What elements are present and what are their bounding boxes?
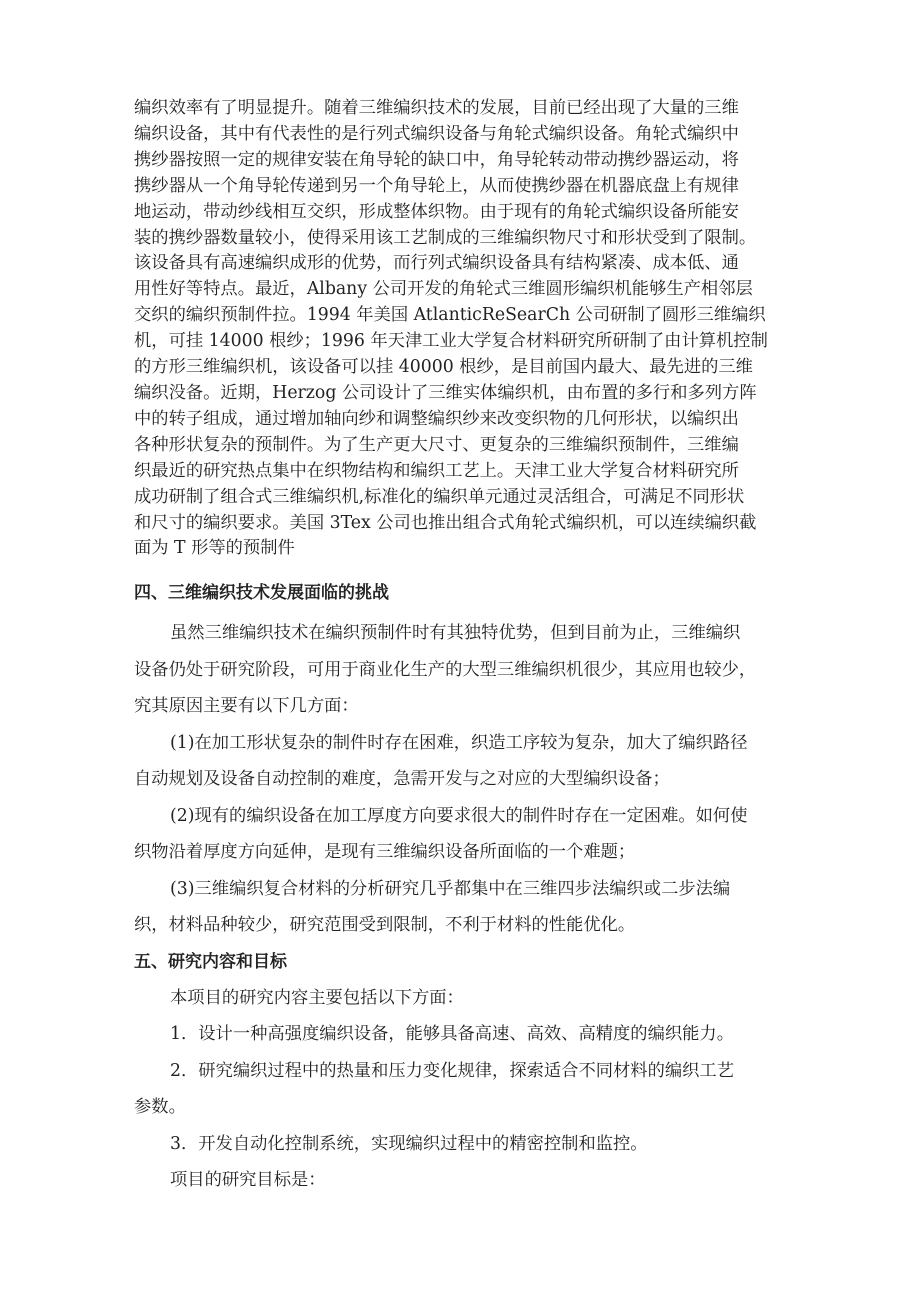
text-line: 各种形状复杂的预制件。为了生产更大尺寸、更复杂的三维编织预制件，三维编 [134, 434, 739, 455]
challenge-item-2 [134, 798, 794, 871]
research-item-3 [134, 1126, 794, 1163]
text-line: 织最近的研究热点集中在织物结构和编织工艺上。天津工业大学复合材料研究所 [134, 460, 739, 481]
text-line: 面为 T 形等的预制件 [134, 538, 295, 559]
text-line: 3．开发自动化控制系统，实现编织过程中的精密控制和监控。 [170, 1133, 648, 1154]
text-line: 的方形三维编织机，该设备可以挂 40000 根纱，是目前国内最大、最先进的三维 [134, 357, 753, 378]
text-line: 和尺寸的编织要求。美国 3Tex 公司也推出组合式角轮式编织机，可以连续编织截 [134, 512, 757, 533]
text-line: 虽然三维编织技术在编织预制件时有其独特优势，但到目前为止，三维编织 [170, 623, 741, 644]
text-line: 编织设备，其中有代表性的是行列式编织设备与角轮式编织设备。角轮式编织中 [134, 123, 739, 144]
challenge-item-1 [134, 725, 794, 798]
research-content-intro [134, 980, 794, 1017]
text-line: 1．设计一种高强度编织设备，能够具备高速、高效、高精度的编织能力。 [170, 1024, 734, 1045]
text-line: 2．研究编织过程中的热量和压力变化规律，探索适合不同材料的编织工艺 [170, 1060, 734, 1081]
text-line: 机，可挂 14000 根纱；1996 年天津工业大学复合材料研究所研制了由计算机控制 [134, 331, 768, 352]
text-line: 设备仍处于研究阶段，可用于商业化生产的大型三维编织机很少，其应用也较少， [134, 659, 757, 680]
text-line: 交织的编织预制件拉。1994 年美国 AtlanticReSearCh 公司研制了圆形三维编织 [134, 305, 766, 326]
research-item-2 [134, 1053, 794, 1126]
challenge-item-3 [134, 871, 794, 944]
text-line: 本项目的研究内容主要包括以下方面： [170, 987, 464, 1008]
document-body [134, 96, 794, 1199]
text-line: (2)现有的编织设备在加工厚度方向要求很大的制件时存在一定困难。如何使 [170, 805, 748, 826]
text-line: 装的携纱器数量较小，使得采用该工艺制成的三维编织物尺寸和形状受到了限制。 [134, 227, 757, 248]
text-line: 成功研制了组合式三维编织机,标准化的编织单元通过灵活组合，可满足不同形状 [134, 486, 745, 507]
intro-paragraph [134, 96, 794, 562]
text-line: 地运动，带动纱线相互交织，形成整体织物。由于现有的角轮式编织设备所能安 [134, 201, 739, 222]
text-line: 织，材料品种较少，研究范围受到限制，不利于材料的性能优化。 [134, 915, 636, 936]
section-4-intro [134, 615, 794, 725]
text-line: 织物沿着厚度方向延伸，是现有三维编织设备所面临的一个难题； [134, 842, 636, 863]
section-4-heading: 四、三维编织技术发展面临的挑战 [134, 583, 389, 604]
text-line: 携纱器按照一定的规律安装在角导轮的缺口中，角导轮转动带动携纱器运动，将 [134, 149, 739, 170]
text-line: 自动规划及设备自动控制的难度，急需开发与之对应的大型编织设备； [134, 769, 670, 790]
text-line: 究其原因主要有以下几方面： [134, 696, 359, 717]
text-line: 中的转子组成，通过增加轴向纱和调整编织纱来改变织物的几何形状，以编织出 [134, 408, 739, 429]
text-line: (3)三维编织复合材料的分析研究几乎都集中在三维四步法编织或二步法编 [170, 878, 731, 899]
text-line: 参数。 [134, 1097, 186, 1118]
research-goal-intro [134, 1162, 794, 1199]
text-line: (1)在加工形状复杂的制件时存在困难，织造工序较为复杂，加大了编织路径 [170, 732, 748, 753]
text-line: 编织没备。近期，Herzog 公司设计了三维实体编织机，由布置的多行和多列方阵 [134, 382, 757, 403]
text-line: 编织效率有了明显提升。随着三维编织技术的发展，目前已经出现了大量的三维 [134, 98, 739, 118]
section-5-heading: 五、研究内容和目标 [134, 951, 287, 972]
text-line: 该设备具有高速编织成形的优势，而行列式编织设备具有结构紧凑、成本低、通 [134, 253, 739, 274]
text-line: 用性好等特点。最近，Albany 公司开发的角轮式三维圆形编织机能够生产相邻层 [134, 279, 753, 300]
text-line: 项目的研究目标是： [170, 1170, 326, 1191]
research-item-1 [134, 1016, 794, 1053]
text-line: 携纱器从一个角导轮传递到另一个角导轮上，从而使携纱器在机器底盘上有规律 [134, 175, 739, 196]
